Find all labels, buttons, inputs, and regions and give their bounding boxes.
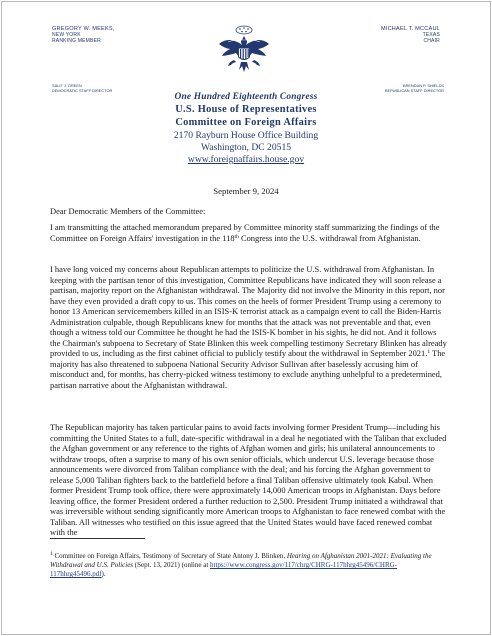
- footnote-text-a: Committee on Foreign Affairs, Testimony of Secretary of State Antony J. Blinken,: [52, 552, 287, 560]
- ranking-member-name: GREGORY W. MEEKS,: [52, 26, 115, 32]
- ranking-member-block: [52, 26, 115, 45]
- footnote-1: [50, 552, 450, 579]
- footnote-hearing-title: Hearing on Afghanistan 2001-2021: Evaluating the Withdrawal and U.S. Policies: [50, 552, 432, 570]
- footnote-closing: ).: [101, 570, 106, 579]
- republican-staff-name: BRENDAN P. SHIELDS: [402, 83, 444, 88]
- salutation: Dear Democratic Members of the Committee:: [50, 206, 206, 216]
- letter-date: September 9, 2024: [213, 186, 279, 196]
- great-seal-eagle-icon: [214, 22, 274, 82]
- paragraph-3: The Republican majority has taken particular pains to avoid facts involving former President Trump—including his committing the United States to a full, date-specific withdrawal in a deal he negotiated with the Taliban that excluded the Afghan government or any reference to the rights of Afghan women and girls; his unilateral announcements to withdraw troops, often a surprise to many of his own senior officials, which undercut U.S. leverage because those announcements were divorced from Taliban compliance with the deal; and his forcing the Afghan government to release 5,000 Taliban fighters back to the battlefield before a final Taliban offensive ultimately took Kabul. When former President Trump took office, there were approximately 14,000 American troops in Afghanistan. Days before leaving office, the former President ordered a further reduction to 2,500. President Trump initiated a withdrawal that was irreversible without sending significantly more American troops to Afghanistan to face renewed combat with the Taliban. All witnesses who testified on this issue agreed that the United States would have faced renewed combat with the: [50, 422, 447, 537]
- footnote-number: 1: [50, 551, 53, 557]
- paragraph-1: [50, 222, 448, 243]
- address-line-1: 2170 Rayburn House Office Building: [173, 130, 319, 141]
- footnote-url-link[interactable]: https://www.congress.gov/117/chrg/CHRG-117hhrg45496/CHRG-117hhrg45496.pdf: [50, 561, 398, 579]
- paragraph-2-text-b: The majority has also threatened to subpoena National Security Advisor Sullivan after baselessly accusing him of misconduct and, for months, has cherry-picked witness testimony to exclude anything unhelpful to a predetermined, partisan narrative about the Afghanistan withdrawal.: [50, 348, 446, 390]
- paragraph-1-text-b: Congress into the U.S. withdrawal from Afghanistan.: [238, 232, 421, 243]
- chair-state: TEXAS: [422, 32, 440, 39]
- ranking-member-role: RANKING MEMBER: [52, 38, 101, 45]
- democratic-staff-name: SALIT J. GREEN: [52, 83, 82, 88]
- chair-role: CHAIR: [423, 38, 440, 45]
- chair-name: MICHAEL T. MCCAUL: [380, 26, 440, 32]
- footnote-divider: [50, 538, 145, 539]
- address-line-2: Washington, DC 20515: [200, 142, 292, 153]
- committee-website-link[interactable]: www.foreignaffairs.house.gov: [187, 154, 305, 165]
- paragraph-1-text-a: I am transmitting the attached memorandum prepared by Committee minority staff summarizing the findings of the Committee on Foreign Affairs' investigation in the 118: [50, 222, 440, 243]
- committee-line: Committee on Foreign Affairs: [175, 117, 317, 128]
- paragraph-2-text-a: I have long voiced my concerns about Republican attempts to politicize the U.S. withdrawal from Afghanistan. In keeping with the partisan tenor of this investigation, Committee Republicans have indicated they will soon release a partisan, majority report on the Afghanistan withdrawal. The Majority did not involve the Minority in this report, nor have they even provided a draft copy to us. This comes on the heels of former President Trump using a ceremony to honor 13 American servicemembers killed in an ISIS-K terrorist attack as a campaign event to call the Biden-Harris Administration culpable, though Republicans knew for months that the attack was not preventable and that, even though a witness told our Committee he thought he had the ISIS-K bomber in his sights, he did not. And it follows the Chairman's subpoena to Secretary of State Blinken this week compelling testimony Secretary Blinken has already provided to us, including as the first cabinet official to publicly testify about the withdrawal in September 2021.: [50, 264, 447, 358]
- republican-staff-title: REPUBLICAN STAFF DIRECTOR: [384, 88, 444, 93]
- footnote-reference-1[interactable]: 1: [427, 349, 431, 355]
- congress-line: One Hundred Eighteenth Congress: [174, 92, 318, 102]
- democratic-staff-title: DEMOCRATIC STAFF DIRECTOR: [52, 88, 113, 93]
- house-line: U.S. House of Representatives: [175, 104, 317, 115]
- chair-block: [381, 26, 440, 45]
- paragraph-1-superscript: th: [234, 233, 239, 240]
- footnote-text-b: (Sept. 13, 2021) (online at: [133, 561, 211, 570]
- paragraph-2: [50, 264, 448, 390]
- ranking-member-state: NEW YORK: [52, 32, 81, 39]
